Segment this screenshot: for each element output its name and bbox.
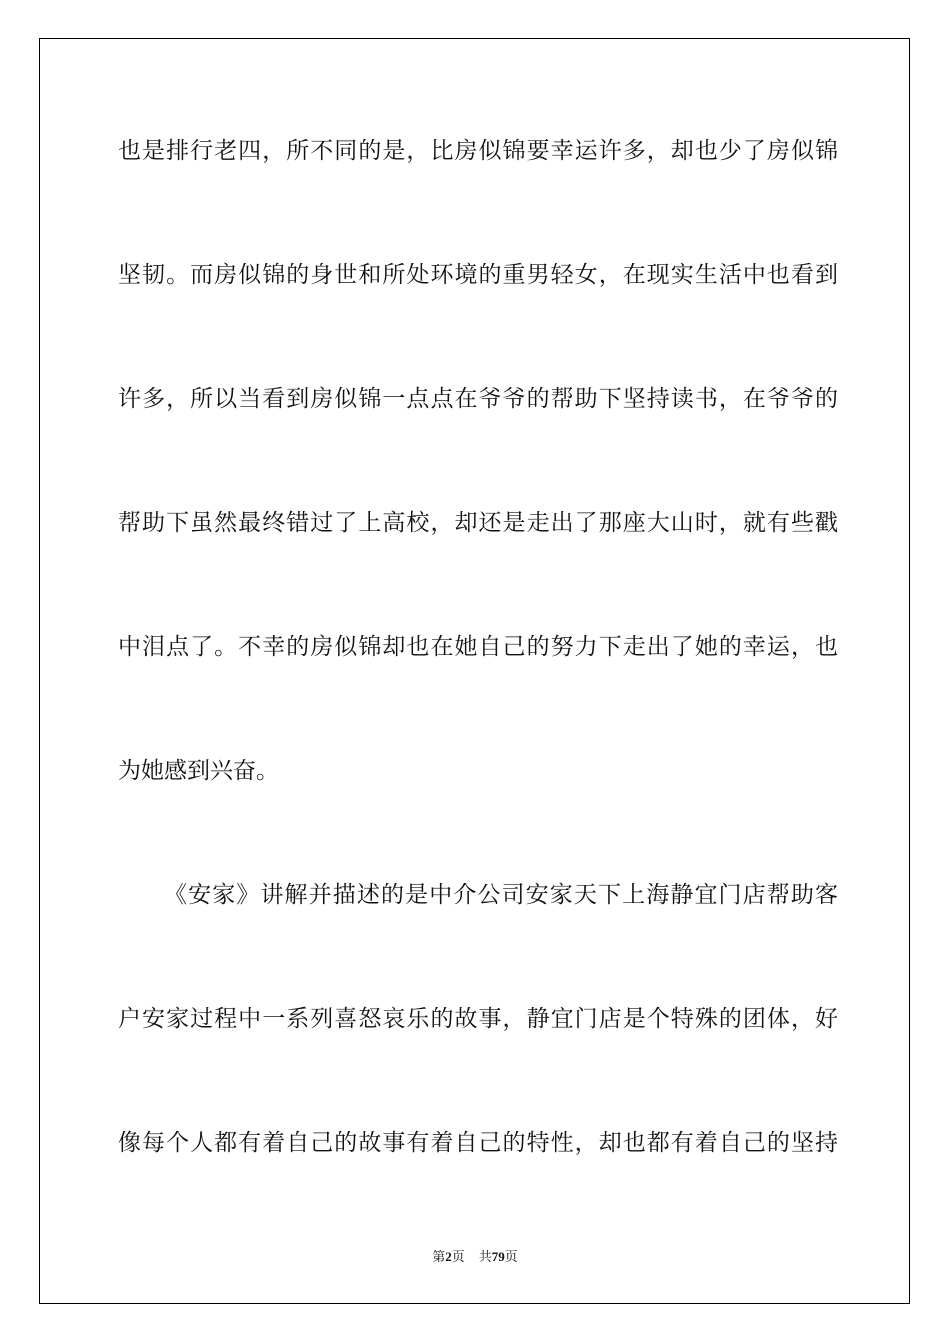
text-line-9: 像每个人都有着自己的故事有着自己的特性，却也都有着自己的坚持 — [118, 1130, 838, 1156]
text-line-2: 坚韧。而房似锦的身世和所处环境的重男轻女，在现实生活中也看到 — [118, 262, 838, 288]
text-line-8: 户安家过程中一系列喜怒哀乐的故事，静宜门店是个特殊的团体，好 — [118, 1006, 838, 1032]
footer-page-suffix: 页 — [451, 1250, 465, 1265]
footer-total-pages: 79 — [491, 1249, 505, 1264]
footer-total-prefix: 共 — [478, 1250, 492, 1265]
page-footer — [0, 1246, 950, 1265]
text-line-7: 《安家》讲解并描述的是中介公司安家天下上海静宜门店帮助客 — [164, 882, 838, 908]
footer-page-number: 2 — [445, 1249, 452, 1264]
footer-total-suffix: 页 — [504, 1250, 518, 1265]
footer-page-prefix: 第 — [432, 1250, 446, 1265]
text-line-6: 为她感到兴奋。 — [118, 758, 279, 784]
text-line-1: 也是排行老四，所不同的是，比房似锦要幸运许多，却也少了房似锦 — [118, 138, 838, 164]
text-line-4: 帮助下虽然最终错过了上高校，却还是走出了那座大山时，就有些戳 — [118, 510, 838, 536]
text-line-5: 中泪点了。不幸的房似锦却也在她自己的努力下走出了她的幸运，也 — [118, 634, 838, 660]
text-line-3: 许多，所以当看到房似锦一点点在爷爷的帮助下坚持读书，在爷爷的 — [118, 386, 838, 412]
page-border — [39, 38, 910, 1304]
